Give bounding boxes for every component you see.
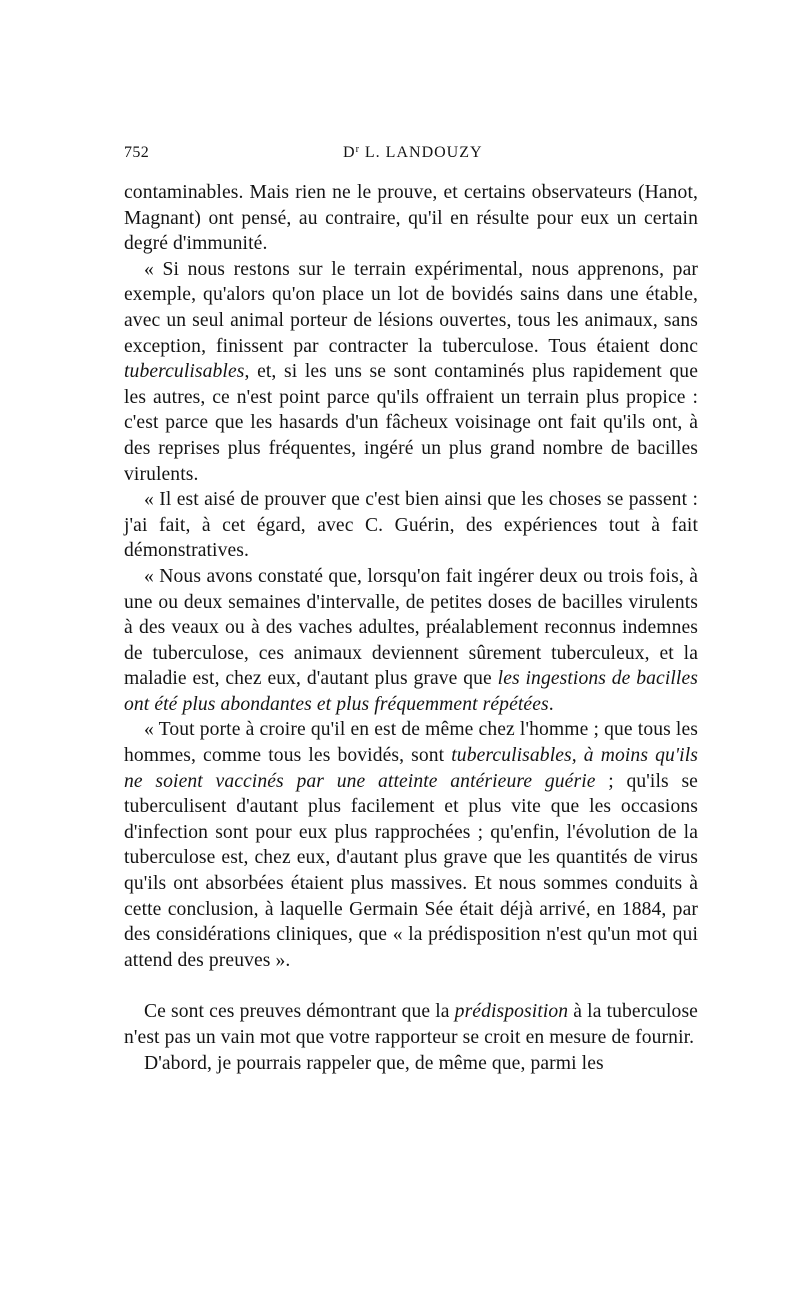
body-text bbox=[124, 180, 698, 1076]
paragraph bbox=[124, 564, 698, 718]
italic-text-run: prédisposition bbox=[454, 1001, 569, 1023]
paragraph bbox=[124, 1051, 698, 1077]
running-head-author bbox=[343, 144, 483, 162]
text-run: , et, si les uns se sont contaminés plus rapidement que les autres, ce n'est point parce qu'ils offraient un terrain plus propice : c'est parce que les hasards d'un fâcheux voisinage ont fait qu'ils ont, à des reprises plus fréquentes, ingéré un plus grand nombre de bacilles virulents. bbox=[124, 361, 698, 485]
page-header bbox=[124, 144, 696, 166]
author-prefix-superscript: r bbox=[355, 144, 360, 155]
paragraph bbox=[124, 180, 698, 257]
text-run: ; qu'ils se tuberculisent d'autant plus facilement et plus vite que les occasions d'infection sont pour eux plus rapprochées ; qu'enfin, l'évolution de la tuberculose est, chez eux, d'autant plus grave que les quantités de virus qu'ils ont absorbées étaient plus massives. Et nous sommes conduits à cette conclusion, à laquelle Germain Sée était déjà arrivé, en 1884, par des considérations cliniques, que « la prédisposition n'est qu'un mot qui attend des preuves ». bbox=[124, 770, 698, 971]
text-run: contaminables. Mais rien ne le prouve, et certains observateurs (Hanot, Magnant) ont pensé, au contraire, qu'il en résulte pour eux un certain degré d'immunité. bbox=[124, 182, 698, 255]
text-run: « Si nous restons sur le terrain expérimental, nous apprenons, par exemple, qu'alors qu'on place un lot de bovidés sains dans une étable, avec un seul animal porteur de lésions ouvertes, tous les animaux, sans exception, finissent par contracter la tuberculose. Tous étaient donc bbox=[124, 258, 698, 357]
page-number: 752 bbox=[124, 144, 150, 161]
text-run: . bbox=[548, 693, 554, 715]
text-run: à la tuberculose n'est pas un vain mot que votre rapporteur se croit en mesure de fournir. bbox=[124, 1001, 698, 1048]
paragraph bbox=[124, 999, 698, 1050]
text-run: « Il est aisé de prouver que c'est bien ainsi que les choses se passent : j'ai fait, à cet égard, avec C. Guérin, des expériences tout à fait démonstratives. bbox=[124, 489, 698, 562]
text-run: « Nous avons constaté que, lorsqu'on fait ingérer deux ou trois fois, à une ou deux semaines d'intervalle, de petites doses de bacilles virulents à des veaux ou à des vaches adultes, préalablement reconnus indemnes de tuberculose, ces animaux deviennent sûrement tuberculeux, et la maladie est, chez eux, d'autant plus grave que bbox=[124, 565, 698, 690]
text-run: Ce sont ces preuves démontrant que la bbox=[144, 1001, 455, 1023]
italic-text-run: tuberculisables bbox=[124, 361, 245, 383]
paragraph bbox=[124, 257, 698, 487]
author-prefix: D bbox=[343, 144, 356, 161]
paragraph bbox=[124, 487, 698, 564]
italic-text-run: tuberculisables, à moins qu'ils ne soient vaccinés par une atteinte antérieure guérie bbox=[124, 745, 698, 792]
author-name: L. LANDOUZY bbox=[359, 144, 483, 161]
paragraph bbox=[124, 717, 698, 973]
text-run: D'abord, je pourrais rappeler que, de même que, parmi les bbox=[144, 1052, 604, 1074]
text-run: « Tout porte à croire qu'il en est de même chez l'homme ; que tous les hommes, comme tous les bovidés, sont bbox=[124, 719, 698, 767]
italic-text-run: les ingestions de bacilles ont été plus abondantes et plus fréquemment répétées bbox=[124, 668, 698, 715]
